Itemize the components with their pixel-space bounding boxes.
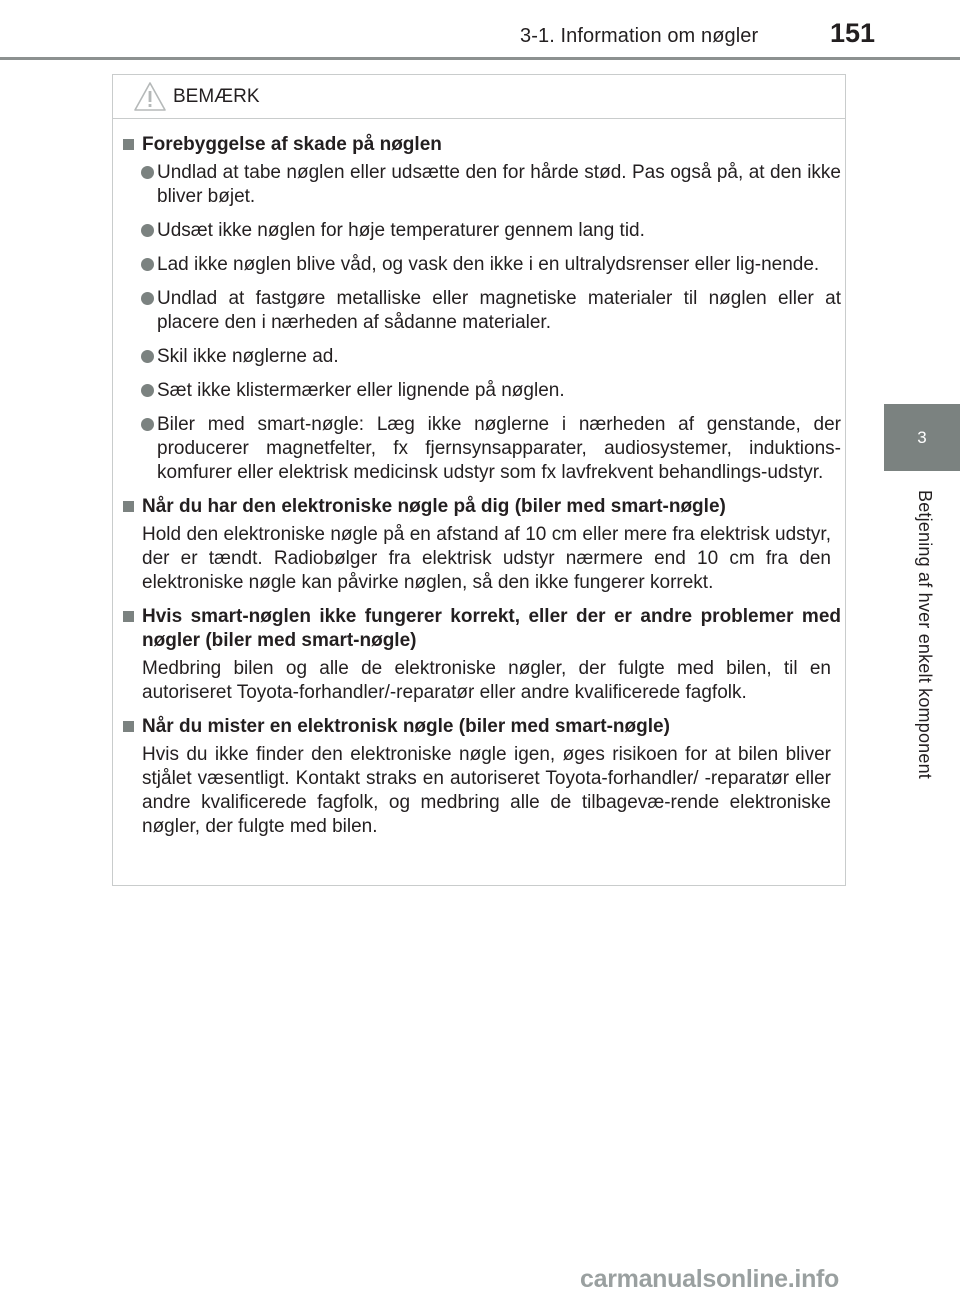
list-item-text: Biler med smart-nøgle: Læg ikke nøglerne i nærheden af genstande, der producerer magnetfelter, fx fjernsynsapparater, audiosystemer, induktions-komfurer eller elektrisk medicinsk udstyr som fx lavfrekvent behandlings-udstyr. bbox=[157, 414, 841, 483]
section-key-damage bbox=[119, 133, 841, 485]
section-lost-key bbox=[119, 715, 841, 839]
chapter-tab: 3 bbox=[884, 404, 960, 471]
round-bullet-icon bbox=[141, 166, 154, 179]
notice-body bbox=[119, 133, 841, 849]
list-item-text: Sæt ikke klistermærker eller lignende på nøglen. bbox=[157, 380, 565, 401]
list-item bbox=[119, 219, 841, 243]
list-item bbox=[119, 161, 841, 209]
section-heading bbox=[119, 715, 841, 739]
list-item bbox=[119, 413, 841, 485]
section-title: 3-1. Information om nøgler bbox=[520, 25, 759, 47]
header-divider bbox=[0, 57, 960, 60]
watermark: carmanualsonline.info bbox=[580, 1265, 840, 1293]
section-heading-text: Forebyggelse af skade på nøglen bbox=[142, 134, 442, 155]
list-item bbox=[119, 287, 841, 335]
section-paragraph: Hvis du ikke finder den elektroniske nøgle igen, øges risikoen for at bilen bliver stjålet væsentligt. Kontakt straks en autoriseret Toyota-forhandler/ -reparatør eller andre kvalificerede fagfolk, og medbring alle de tilbagevæ-rende elektroniske nøgler, der fulgte med bilen. bbox=[142, 744, 831, 837]
round-bullet-icon bbox=[141, 292, 154, 305]
section-heading-text: Hvis smart-nøglen ikke fungerer korrekt, eller der er andre problemer med nøgler (biler med smart-nøgle) bbox=[142, 606, 841, 651]
section-key-malfunction bbox=[119, 605, 841, 705]
section-heading bbox=[119, 605, 841, 653]
square-bullet-icon bbox=[123, 721, 134, 732]
page-number: 151 bbox=[830, 18, 876, 48]
list-item-text: Skil ikke nøglerne ad. bbox=[157, 346, 339, 367]
list-item-text: Lad ikke nøglen blive våd, og vask den ikke i en ultralydsrenser eller lig-nende. bbox=[157, 254, 820, 275]
square-bullet-icon bbox=[123, 611, 134, 622]
square-bullet-icon bbox=[123, 501, 134, 512]
list-item-text: Undlad at tabe nøglen eller udsætte den for hårde stød. Pas også på, at den ikke bliver bøjet. bbox=[157, 162, 841, 207]
section-heading bbox=[119, 133, 841, 157]
round-bullet-icon bbox=[141, 384, 154, 397]
round-bullet-icon bbox=[141, 224, 154, 237]
warning-triangle-icon bbox=[133, 81, 167, 113]
notice-box bbox=[112, 74, 846, 886]
list-item bbox=[119, 253, 841, 277]
notice-header bbox=[113, 75, 845, 119]
section-paragraph: Medbring bilen og alle de elektroniske nøgler, der fulgte med bilen, til en autoriseret Toyota-forhandler/-reparatør eller andre kvalificerede fagfolk. bbox=[142, 658, 831, 703]
chapter-title: Betjening af hver enkelt komponent bbox=[915, 490, 935, 779]
round-bullet-icon bbox=[141, 350, 154, 363]
round-bullet-icon bbox=[141, 258, 154, 271]
list-item-text: Udsæt ikke nøglen for høje temperaturer gennem lang tid. bbox=[157, 220, 645, 241]
section-carrying-key bbox=[119, 495, 841, 595]
notice-title: BEMÆRK bbox=[173, 86, 260, 107]
section-heading-text: Når du mister en elektronisk nøgle (biler med smart-nøgle) bbox=[142, 716, 670, 737]
square-bullet-icon bbox=[123, 139, 134, 150]
round-bullet-icon bbox=[141, 418, 154, 431]
list-item bbox=[119, 345, 841, 369]
section-paragraph: Hold den elektroniske nøgle på en afstand af 10 cm eller mere fra elektrisk udstyr, der er tændt. Radiobølger fra elektrisk udstyr nærmere end 10 cm fra den elektroniske nøgle kan påvirke nøglen, så den ikke fungerer korrekt. bbox=[142, 524, 831, 593]
list-item-text: Undlad at fastgøre metalliske eller magnetiske materialer til nøglen eller at placere den i nærheden af sådanne materialer. bbox=[157, 288, 841, 333]
list-item bbox=[119, 379, 841, 403]
section-heading-text: Når du har den elektroniske nøgle på dig (biler med smart-nøgle) bbox=[142, 496, 726, 517]
section-heading bbox=[119, 495, 841, 519]
